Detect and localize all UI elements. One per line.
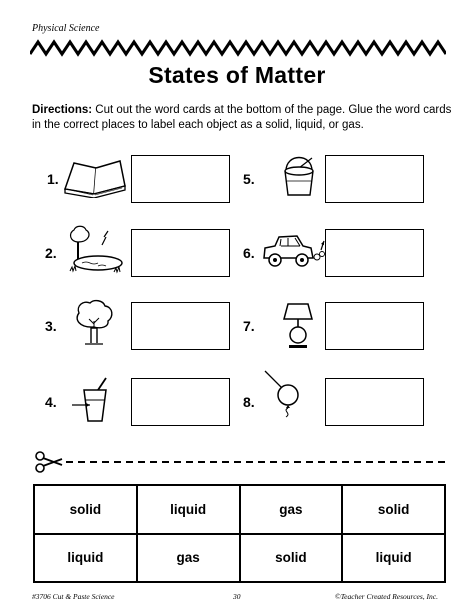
word-card[interactable]: solid	[34, 485, 137, 534]
word-card[interactable]: solid	[240, 534, 343, 583]
directions-text: Cut out the word cards at the bottom of the page. Glue the word cards in the correct places to label each object as a solid, liquid, or gas.	[32, 104, 452, 131]
pond-icon	[68, 225, 126, 275]
word-card[interactable]: liquid	[342, 534, 445, 583]
answer-box-2[interactable]	[131, 229, 230, 277]
tree-icon	[73, 299, 115, 345]
lamp-icon	[280, 299, 316, 351]
word-cards-grid	[33, 484, 446, 583]
answer-box-6[interactable]	[325, 229, 424, 277]
footer-left: #3706 Cut & Paste Science	[32, 592, 115, 601]
zigzag-border	[30, 38, 446, 58]
item-number-8: 8.	[243, 394, 255, 410]
glass-of-water-icon	[70, 376, 112, 424]
directions	[32, 103, 452, 133]
scissors-icon	[36, 452, 62, 472]
item-number-5: 5.	[243, 171, 255, 187]
answer-box-3[interactable]	[131, 302, 230, 350]
car-exhaust-icon	[261, 230, 327, 272]
balloon-icon	[262, 368, 308, 418]
item-number-6: 6.	[243, 245, 255, 261]
word-card[interactable]: liquid	[34, 534, 137, 583]
footer-page-number: 30	[233, 592, 241, 601]
subject-label: Physical Science	[32, 23, 100, 34]
word-card[interactable]: liquid	[137, 485, 240, 534]
item-number-7: 7.	[243, 318, 255, 334]
item-number-1: 1.	[47, 171, 59, 187]
answer-box-8[interactable]	[325, 378, 424, 426]
page-title: States of Matter	[148, 62, 326, 88]
word-card[interactable]: gas	[137, 534, 240, 583]
cut-line	[34, 451, 450, 473]
answer-box-7[interactable]	[325, 302, 424, 350]
bucket-icon	[279, 151, 319, 199]
word-card[interactable]: solid	[342, 485, 445, 534]
directions-label: Directions:	[32, 104, 93, 116]
item-number-4: 4.	[45, 394, 57, 410]
item-number-3: 3.	[45, 318, 57, 334]
book-icon	[62, 156, 128, 198]
item-number-2: 2.	[45, 245, 57, 261]
answer-box-4[interactable]	[131, 378, 230, 426]
answer-box-5[interactable]	[325, 155, 424, 203]
footer-right: ©Teacher Created Resources, Inc.	[335, 592, 438, 601]
word-card[interactable]: gas	[240, 485, 343, 534]
answer-box-1[interactable]	[131, 155, 230, 203]
